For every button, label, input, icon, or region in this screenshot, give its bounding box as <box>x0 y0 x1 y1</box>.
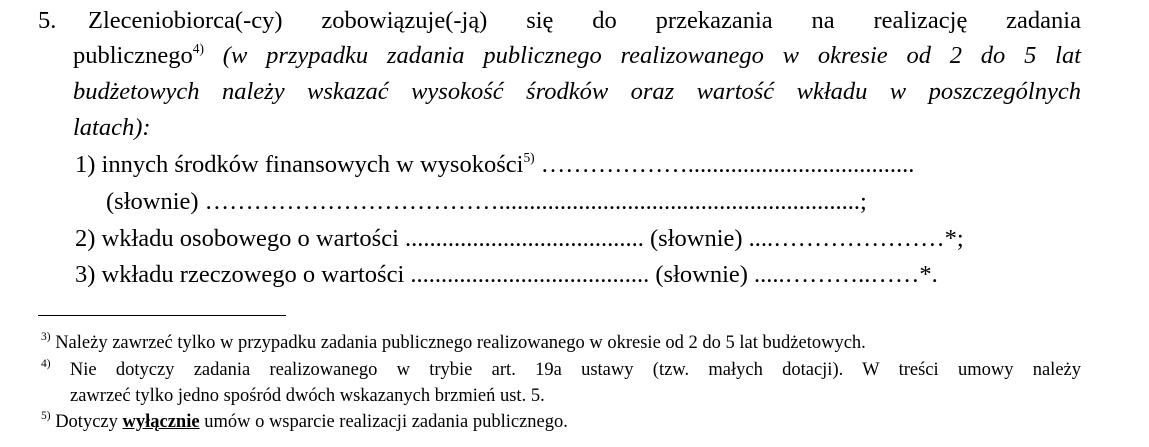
footnote-4-mark: 4) <box>41 357 51 370</box>
item-1-label: 1) innych środków finansowych w wysokości <box>75 151 524 178</box>
item-3: 3) wkładu rzeczowego o wartości ....................................... (słownie) .....………..……*. <box>75 261 938 288</box>
section-line-2 <box>73 40 1081 69</box>
section-line-3: budżetowych należy wskazać wysokość środków oraz wartość wkładu w poszczególnych <box>73 78 1081 105</box>
footnote-4-line-2: zawrzeć tylko jedno spośród dwóch wskazanych brzmień ust. 5. <box>70 386 545 406</box>
section-line-1: Zleceniobiorca(-cy) zobowiązuje(-ją) się do przekazania na realizację zadania <box>88 7 1081 34</box>
footnote-5-post: umów o wsparcie realizacji zadania publicznego. <box>199 412 568 432</box>
section-line-2-italic: (w przypadku zadania publicznego realizowanego w okresie od 2 do 5 lat <box>203 42 1081 69</box>
item-1-words: (słownie) ………………………………...........................................................; <box>106 188 867 215</box>
section-line-4: latach): <box>73 114 151 141</box>
footnote-4-text: Nie dotyczy zadania realizowanego w trybie art. 19a ustawy (tzw. małych dotacji). W treści umowy należy <box>50 360 1081 380</box>
footnote-3 <box>41 330 866 353</box>
footnote-5-emphasis: wyłącznie <box>122 412 200 432</box>
footnote-5-mark: 5) <box>41 409 51 422</box>
footnote-4-line-1 <box>41 357 1081 380</box>
item-1-dots: ………………..................................... <box>534 151 915 178</box>
footnote-3-mark: 3) <box>41 330 51 343</box>
footnote-5 <box>41 409 568 432</box>
section-number: 5. <box>38 7 57 34</box>
footnote-separator <box>38 315 286 316</box>
item-1 <box>75 149 915 178</box>
footnote-ref-5: 5) <box>523 149 535 165</box>
section-line-2-normal: publicznego <box>73 42 193 69</box>
item-2: 2) wkładu osobowego o wartości ....................................... (słownie) ....…………………*; <box>75 225 964 252</box>
footnote-3-text: Należy zawrzeć tylko w przypadku zadania publicznego realizowanego w okresie od 2 do 5 lat budżetowych. <box>50 333 866 353</box>
footnote-ref-4: 4) <box>192 40 204 56</box>
footnote-5-pre: Dotyczy <box>50 412 123 432</box>
